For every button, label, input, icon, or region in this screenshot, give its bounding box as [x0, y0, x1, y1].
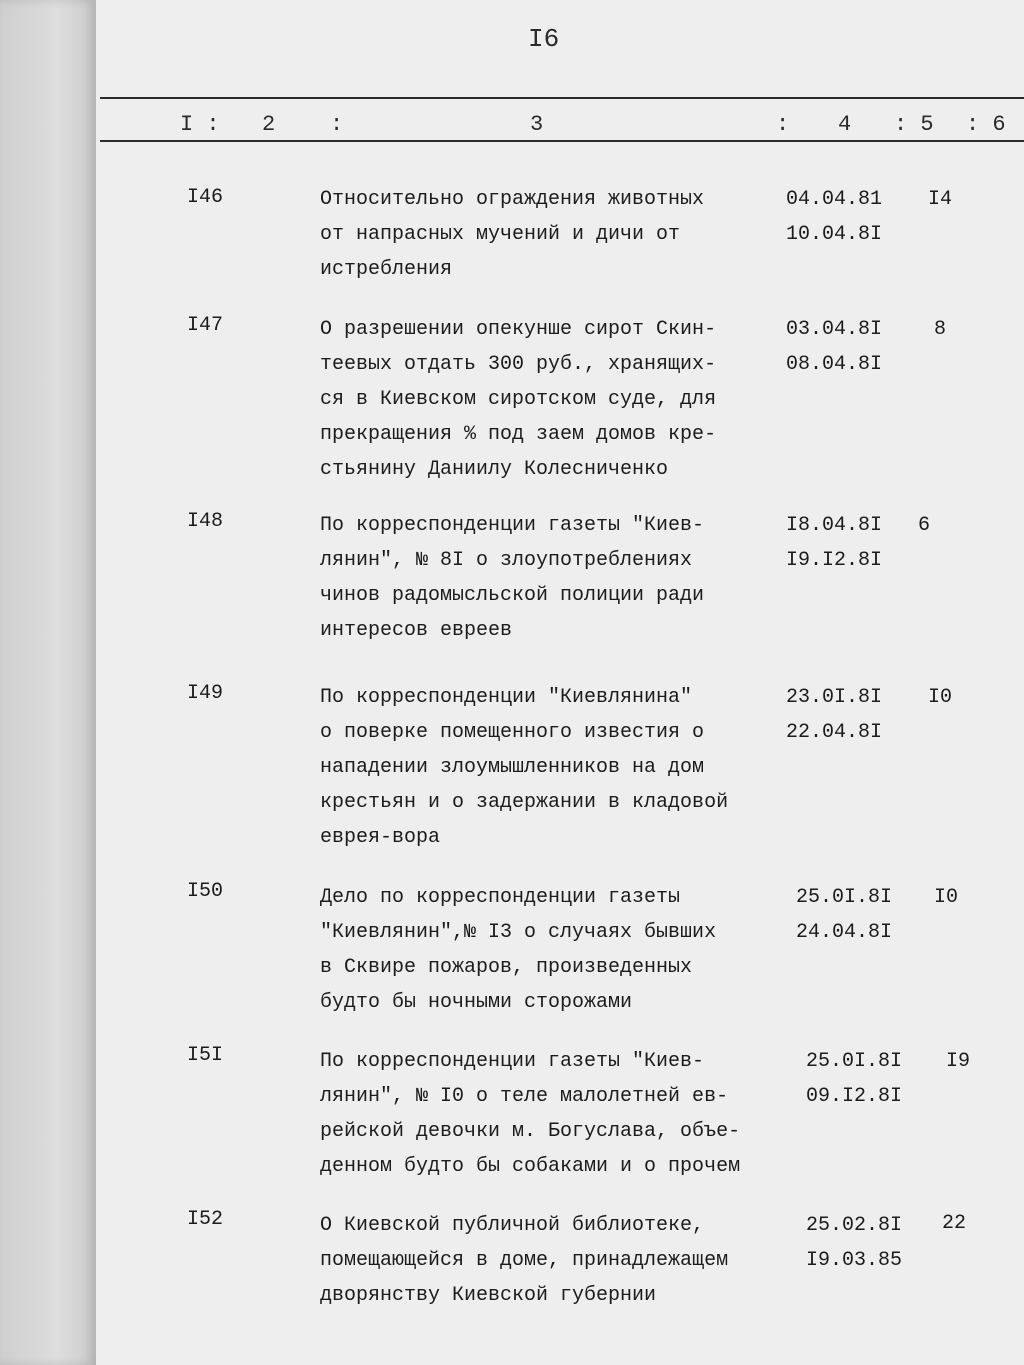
column-header-2: 2 — [262, 112, 276, 137]
title-line: рейской девочки м. Богуслава, объе- — [320, 1120, 741, 1143]
entry-dates — [786, 508, 882, 578]
date-start: I8.04.8I — [786, 514, 883, 537]
date-end: 09.I2.8I — [806, 1085, 903, 1108]
date-end: 08.04.8I — [786, 353, 883, 376]
column-header-6: : 6 — [966, 112, 1006, 137]
entry-dates — [786, 680, 882, 750]
title-line: лянин", № 8I о злоупотреблениях — [320, 549, 693, 572]
title-line: "Киевлянин",№ I3 о случаях бывших — [320, 921, 717, 944]
title-line: еврея-вора — [320, 826, 441, 849]
title-line: Дело по корреспонденции газеты — [320, 886, 681, 909]
title-line: будто бы ночными сторожами — [320, 991, 633, 1014]
date-end: 22.04.8I — [786, 721, 883, 744]
date-start: 23.0I.8I — [786, 686, 883, 709]
entry-sheets: 22 — [941, 1212, 966, 1235]
entry-title — [320, 1044, 780, 1184]
entry-dates — [806, 1208, 902, 1278]
title-line: от напрасных мучений и дичи от — [320, 223, 681, 246]
title-line: Относительно ограждения животных — [320, 188, 705, 211]
title-line: денном будто бы собаками и о прочем — [320, 1155, 741, 1178]
entry-number: I47 — [187, 314, 224, 337]
title-line: крестьян и о задержании в кладовой — [320, 791, 729, 814]
date-start: 03.04.8I — [786, 318, 883, 341]
entry-sheets: 6 — [917, 514, 930, 537]
date-end: I9.I2.8I — [786, 549, 883, 572]
title-line: интересов евреев — [320, 619, 513, 642]
entry-dates — [796, 880, 892, 950]
title-line: прекращения % под заем домов кре- — [320, 423, 717, 446]
entry-title — [320, 1208, 780, 1313]
header-rule-top — [100, 97, 1024, 99]
entry-title — [320, 880, 780, 1020]
date-start: 25.02.8I — [806, 1214, 903, 1237]
date-start: 25.0I.8I — [796, 886, 893, 909]
date-start: 04.04.81 — [786, 188, 883, 211]
page-number: I6 — [528, 24, 560, 54]
title-line: По корреспонденции газеты "Киев- — [320, 1050, 705, 1073]
title-line: в Сквире пожаров, произведенных — [320, 956, 693, 979]
date-end: I9.03.85 — [806, 1249, 903, 1272]
header-rule-bottom — [100, 140, 1024, 142]
entry-number: I5I — [187, 1044, 224, 1067]
column-header-3: 3 — [530, 112, 544, 137]
facing-page-edge — [0, 0, 96, 1365]
title-line: чинов радомысльской полиции ради — [320, 584, 705, 607]
title-line: О Киевской публичной библиотеке, — [320, 1214, 705, 1237]
title-line: стьянину Даниилу Колесниченко — [320, 458, 669, 481]
entry-title — [320, 680, 780, 855]
column-header-separator: : — [776, 112, 790, 137]
entry-number: I48 — [187, 510, 224, 533]
entry-title — [320, 182, 780, 287]
entry-sheets: I4 — [927, 188, 952, 211]
entry-sheets: I9 — [945, 1050, 970, 1073]
title-line: По корреспонденции газеты "Киев- — [320, 514, 705, 537]
entry-sheets: I0 — [927, 686, 952, 709]
column-header-5: : 5 — [894, 112, 934, 137]
title-line: помещающейся в доме, принадлежащем — [320, 1249, 729, 1272]
entry-number: I52 — [187, 1208, 224, 1231]
title-line: дворянству Киевской губернии — [320, 1284, 657, 1307]
title-line: теевых отдать 300 руб., хранящих- — [320, 353, 717, 376]
title-line: истребления — [320, 258, 453, 281]
column-header-separator: : — [330, 112, 344, 137]
entry-number: I50 — [187, 880, 224, 903]
title-line: ся в Киевском сиротском суде, для — [320, 388, 717, 411]
entry-dates — [786, 182, 882, 252]
date-end: 24.04.8I — [796, 921, 893, 944]
entry-number: I49 — [187, 682, 224, 705]
column-header-1: I : — [180, 112, 220, 137]
entry-number: I46 — [187, 186, 224, 209]
entry-title — [320, 312, 780, 487]
entry-dates — [806, 1044, 902, 1114]
entry-title — [320, 508, 780, 648]
entry-sheets: 8 — [933, 318, 946, 341]
date-start: 25.0I.8I — [806, 1050, 903, 1073]
title-line: лянин", № I0 о теле малолетней ев- — [320, 1085, 729, 1108]
column-header-4: 4 — [838, 112, 852, 137]
entry-dates — [786, 312, 882, 382]
title-line: По корреспонденции "Киевлянина" — [320, 686, 693, 709]
title-line: О разрешении опекунше сирот Скин- — [320, 318, 717, 341]
date-end: 10.04.8I — [786, 223, 883, 246]
title-line: о поверке помещенного известия о — [320, 721, 705, 744]
title-line: нападении злоумышленников на дом — [320, 756, 705, 779]
entry-sheets: I0 — [933, 886, 958, 909]
